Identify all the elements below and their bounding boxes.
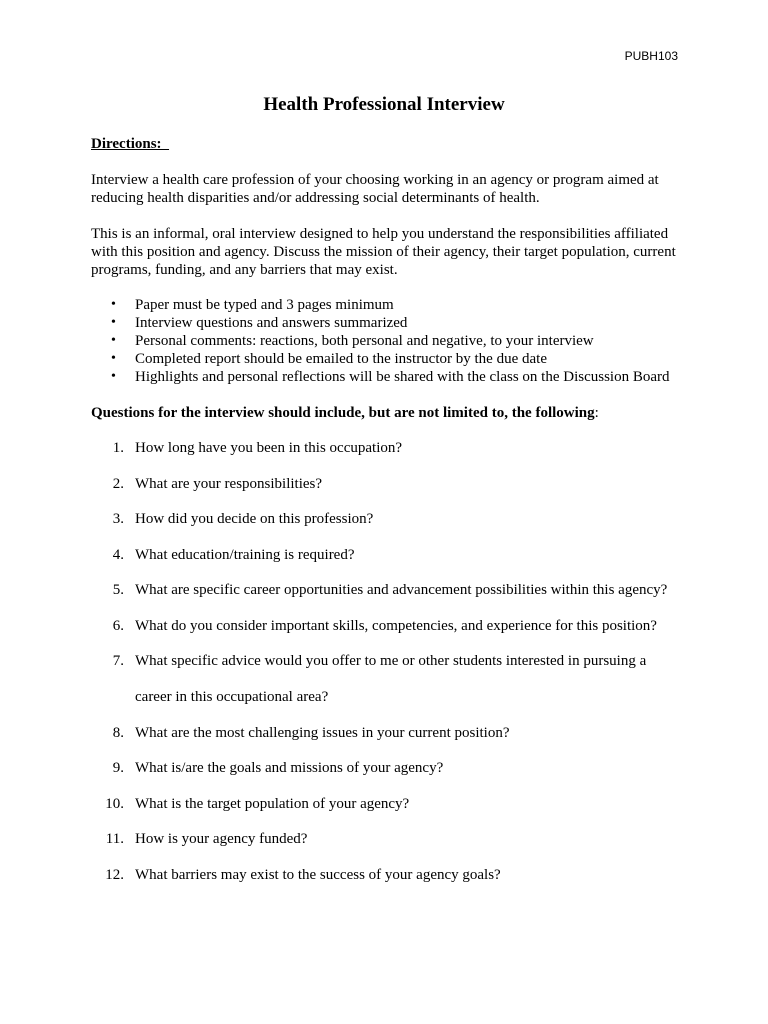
question-number: 10. bbox=[105, 795, 124, 812]
questions-heading-colon: : bbox=[594, 405, 599, 421]
question-item bbox=[91, 439, 681, 457]
question-number: 1. bbox=[112, 440, 124, 456]
bullet-icon: • bbox=[111, 369, 116, 384]
question-item bbox=[91, 795, 681, 813]
questions-heading bbox=[91, 404, 681, 422]
intro-paragraph: Interview a health care profession of your choosing working in an agency or program aimed at reducing health disparities and/or addressing social determinants of health. bbox=[91, 172, 659, 206]
question-item bbox=[91, 617, 681, 635]
question-text: What do you consider important skills, competencies, and experience for this position? bbox=[135, 617, 657, 634]
list-item bbox=[91, 296, 681, 314]
questions-list bbox=[91, 439, 681, 884]
question-text: How long have you been in this occupation? bbox=[135, 440, 403, 456]
question-text: What is the target population of your agency? bbox=[135, 795, 410, 812]
question-number: 7. bbox=[112, 653, 124, 669]
question-text: How is your agency funded? bbox=[135, 831, 308, 847]
questions-heading-text: Questions for the interview should include, but are not limited to, the following bbox=[91, 405, 595, 421]
question-item bbox=[91, 652, 681, 706]
list-item-text: Completed report should be emailed to the instructor by the due date bbox=[135, 351, 547, 367]
question-number: 11. bbox=[105, 831, 124, 847]
list-item-text: Personal comments: reactions, both personal and negative, to your interview bbox=[135, 333, 594, 349]
question-text: What specific advice would you offer to me or other students interested in pursuing a bbox=[135, 653, 647, 669]
question-item bbox=[91, 510, 681, 528]
question-item bbox=[91, 830, 681, 848]
list-item bbox=[91, 314, 681, 332]
list-item bbox=[91, 332, 681, 350]
question-number: 6. bbox=[112, 617, 124, 634]
bullet-icon: • bbox=[111, 315, 116, 330]
list-item bbox=[91, 368, 681, 386]
question-text: How did you decide on this profession? bbox=[135, 511, 374, 527]
question-text: What are your responsibilities? bbox=[135, 475, 323, 492]
bullet-icon: • bbox=[111, 297, 116, 312]
question-text: What barriers may exist to the success of your agency goals? bbox=[135, 866, 501, 883]
description-paragraph: This is an informal, oral interview designed to help you understand the responsibilities affiliated with this position and agency. Discuss the mission of their agency, their target population, current programs, funding, and any barriers that may exist. bbox=[91, 226, 676, 278]
bullet-icon: • bbox=[111, 351, 116, 366]
question-item bbox=[91, 581, 681, 599]
question-item bbox=[91, 724, 681, 742]
list-item-text: Interview questions and answers summarized bbox=[135, 315, 408, 331]
requirements-list bbox=[91, 296, 681, 386]
question-item bbox=[91, 759, 681, 777]
list-item-text: Paper must be typed and 3 pages minimum bbox=[135, 297, 394, 313]
directions-label: Directions: bbox=[91, 136, 170, 152]
bullet-icon: • bbox=[111, 333, 116, 348]
question-number: 5. bbox=[112, 582, 124, 598]
question-text: What is/are the goals and missions of your agency? bbox=[135, 760, 444, 776]
question-number: 8. bbox=[112, 724, 124, 741]
course-code: PUBH103 bbox=[624, 49, 678, 63]
question-number: 2. bbox=[112, 475, 124, 492]
question-text: What education/training is required? bbox=[135, 546, 355, 563]
question-item bbox=[91, 546, 681, 564]
list-item bbox=[91, 350, 681, 368]
list-item-text: Highlights and personal reflections will be shared with the class on the Discussion Board bbox=[135, 369, 670, 385]
question-item bbox=[91, 866, 681, 884]
question-number: 3. bbox=[112, 511, 124, 527]
question-number: 12. bbox=[105, 866, 124, 883]
document-body bbox=[91, 135, 681, 884]
question-text-continued: career in this occupational area? bbox=[135, 689, 329, 705]
page-title: Health Professional Interview bbox=[263, 94, 505, 115]
question-text: What are the most challenging issues in your current position? bbox=[135, 724, 510, 741]
question-text: What are specific career opportunities and advancement possibilities within this agency? bbox=[135, 582, 668, 598]
question-number: 4. bbox=[112, 546, 124, 563]
question-number: 9. bbox=[112, 760, 124, 776]
question-item bbox=[91, 475, 681, 493]
